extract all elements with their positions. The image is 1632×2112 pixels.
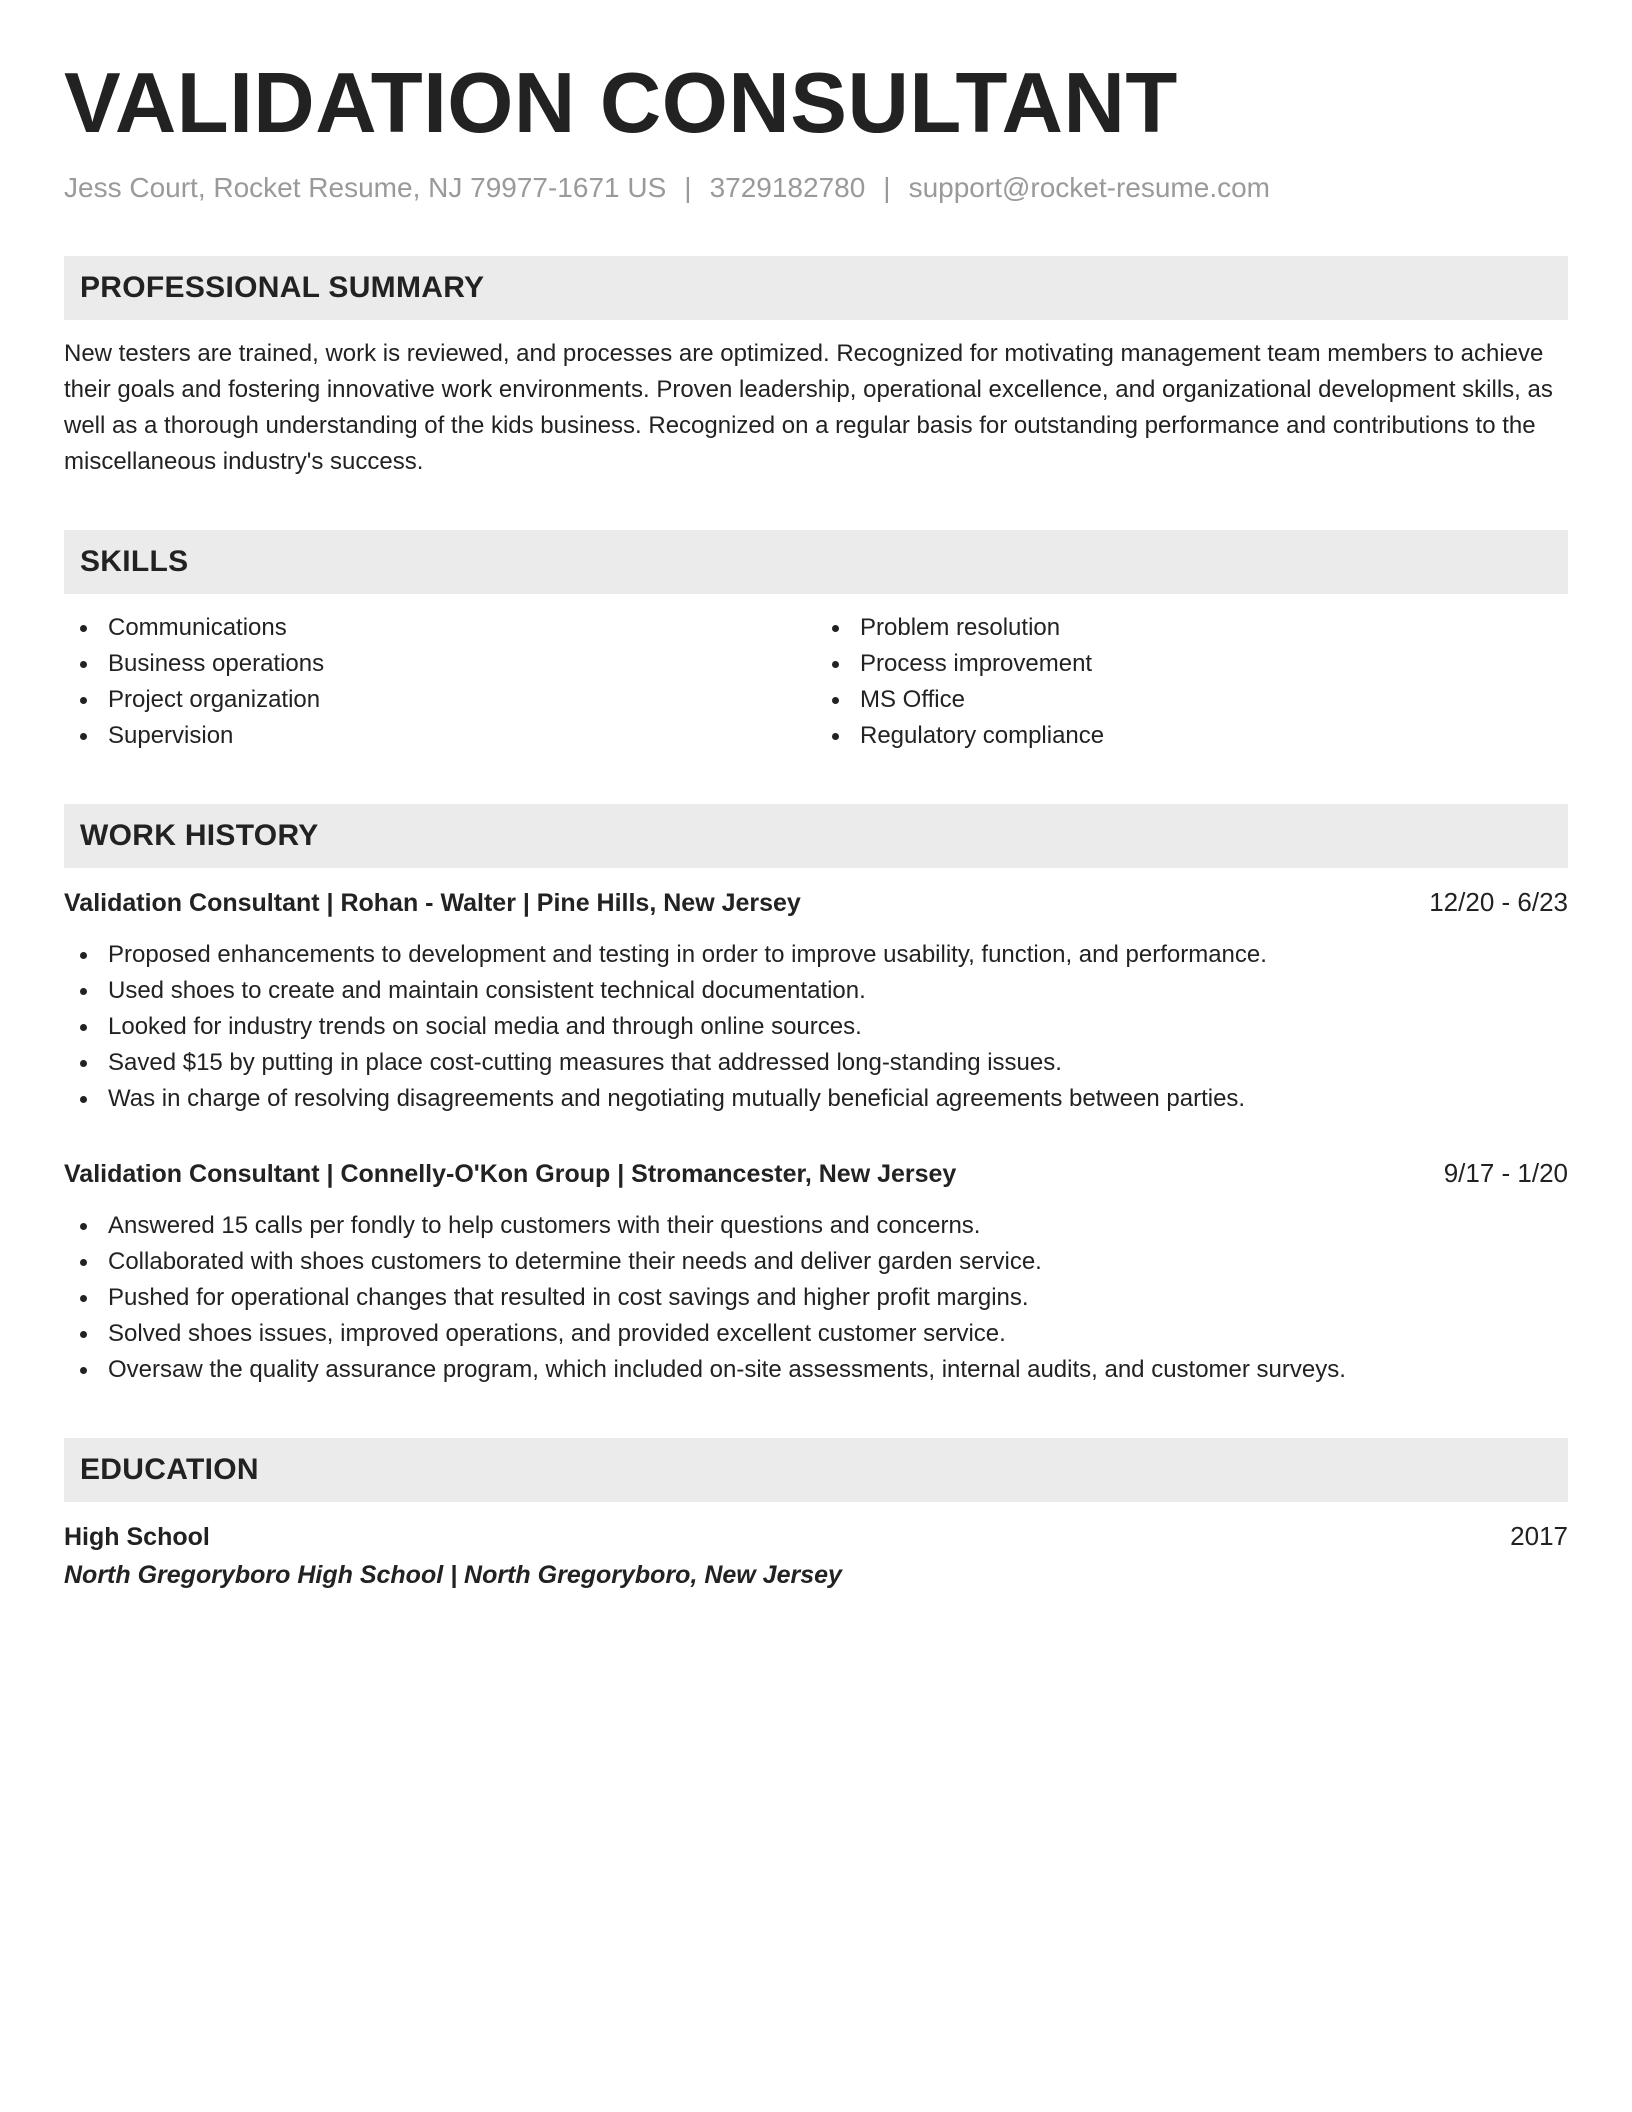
skills-section-header: [64, 530, 1568, 594]
contact-phone: 3729182780: [709, 172, 866, 203]
contact-separator: |: [684, 172, 692, 203]
skill-item: MS Office: [816, 682, 1568, 718]
job-header: [64, 1155, 1568, 1192]
summary-text: New testers are trained, work is reviewed, and processes are optimized. Recognized for motivating management team members to achieve their goals and fostering innovative work environments. Proven leadership, operational excellence, and organizational development skills, as well as a thorough understanding of the kids business. Recognized on a regular basis for outstanding performance and contributions to the miscellaneous industry's success.: [64, 340, 1553, 475]
education-school: North Gregoryboro High School | North Gregoryboro, New Jersey: [64, 1561, 842, 1589]
job-dates: 12/20 - 6/23: [1429, 887, 1568, 917]
job-bullets: [64, 1208, 1568, 1388]
job-bullet: Looked for industry trends on social media and through online sources.: [64, 1009, 1568, 1045]
education-heading: EDUCATION: [80, 1453, 259, 1486]
skill-item: Business operations: [64, 646, 816, 682]
job-bullets: [64, 937, 1568, 1117]
job-bullet: Answered 15 calls per fondly to help customers with their questions and concerns.: [64, 1208, 1568, 1244]
job-bullet: Was in charge of resolving disagreements and negotiating mutually beneficial agreements between parties.: [64, 1081, 1568, 1117]
work-heading: WORK HISTORY: [80, 819, 319, 852]
education-degree: High School: [64, 1523, 210, 1551]
skills-column-right: [816, 610, 1568, 754]
job-dates: 9/17 - 1/20: [1443, 1158, 1568, 1188]
job-title: Validation Consultant | Connelly-O'Kon Group | Stromancester, New Jersey: [64, 1160, 957, 1188]
job-bullet: Oversaw the quality assurance program, which included on-site assessments, internal audits, and customer surveys.: [64, 1352, 1568, 1388]
summary-section-header: [64, 256, 1568, 320]
skill-item: Project organization: [64, 682, 816, 718]
summary-heading: PROFESSIONAL SUMMARY: [80, 271, 485, 304]
job-entry: [64, 884, 1568, 1117]
contact-address: Jess Court, Rocket Resume, NJ 79977-1671 US: [64, 172, 667, 203]
education-entry: [64, 1518, 1568, 1595]
skill-item: Problem resolution: [816, 610, 1568, 646]
skills-heading: SKILLS: [80, 545, 189, 578]
skill-item: Communications: [64, 610, 816, 646]
education-section-header: [64, 1438, 1568, 1502]
contact-separator: |: [883, 172, 891, 203]
job-entry: [64, 1155, 1568, 1388]
work-section-header: [64, 804, 1568, 868]
job-bullet: Collaborated with shoes customers to determine their needs and deliver garden service.: [64, 1244, 1568, 1280]
skill-item: Regulatory compliance: [816, 718, 1568, 754]
job-header: [64, 884, 1568, 921]
skills-list: [64, 610, 1568, 754]
skill-item: Supervision: [64, 718, 816, 754]
job-bullet: Saved $15 by putting in place cost-cutting measures that addressed long-standing issues.: [64, 1045, 1568, 1081]
contact-email: support@rocket-resume.com: [908, 172, 1271, 203]
education-header: [64, 1518, 1568, 1555]
contact-line: [64, 170, 1568, 206]
skills-column-left: [64, 610, 816, 754]
job-bullet: Pushed for operational changes that resulted in cost savings and higher profit margins.: [64, 1280, 1568, 1316]
resume-name: VALIDATION CONSULTANT: [64, 56, 1178, 151]
job-bullet: Solved shoes issues, improved operations, and provided excellent customer service.: [64, 1316, 1568, 1352]
job-title: Validation Consultant | Rohan - Walter | Pine Hills, New Jersey: [64, 889, 801, 917]
job-bullet: Used shoes to create and maintain consistent technical documentation.: [64, 973, 1568, 1009]
education-year: 2017: [1510, 1521, 1568, 1551]
job-bullet: Proposed enhancements to development and testing in order to improve usability, function, and performance.: [64, 937, 1568, 973]
skill-item: Process improvement: [816, 646, 1568, 682]
